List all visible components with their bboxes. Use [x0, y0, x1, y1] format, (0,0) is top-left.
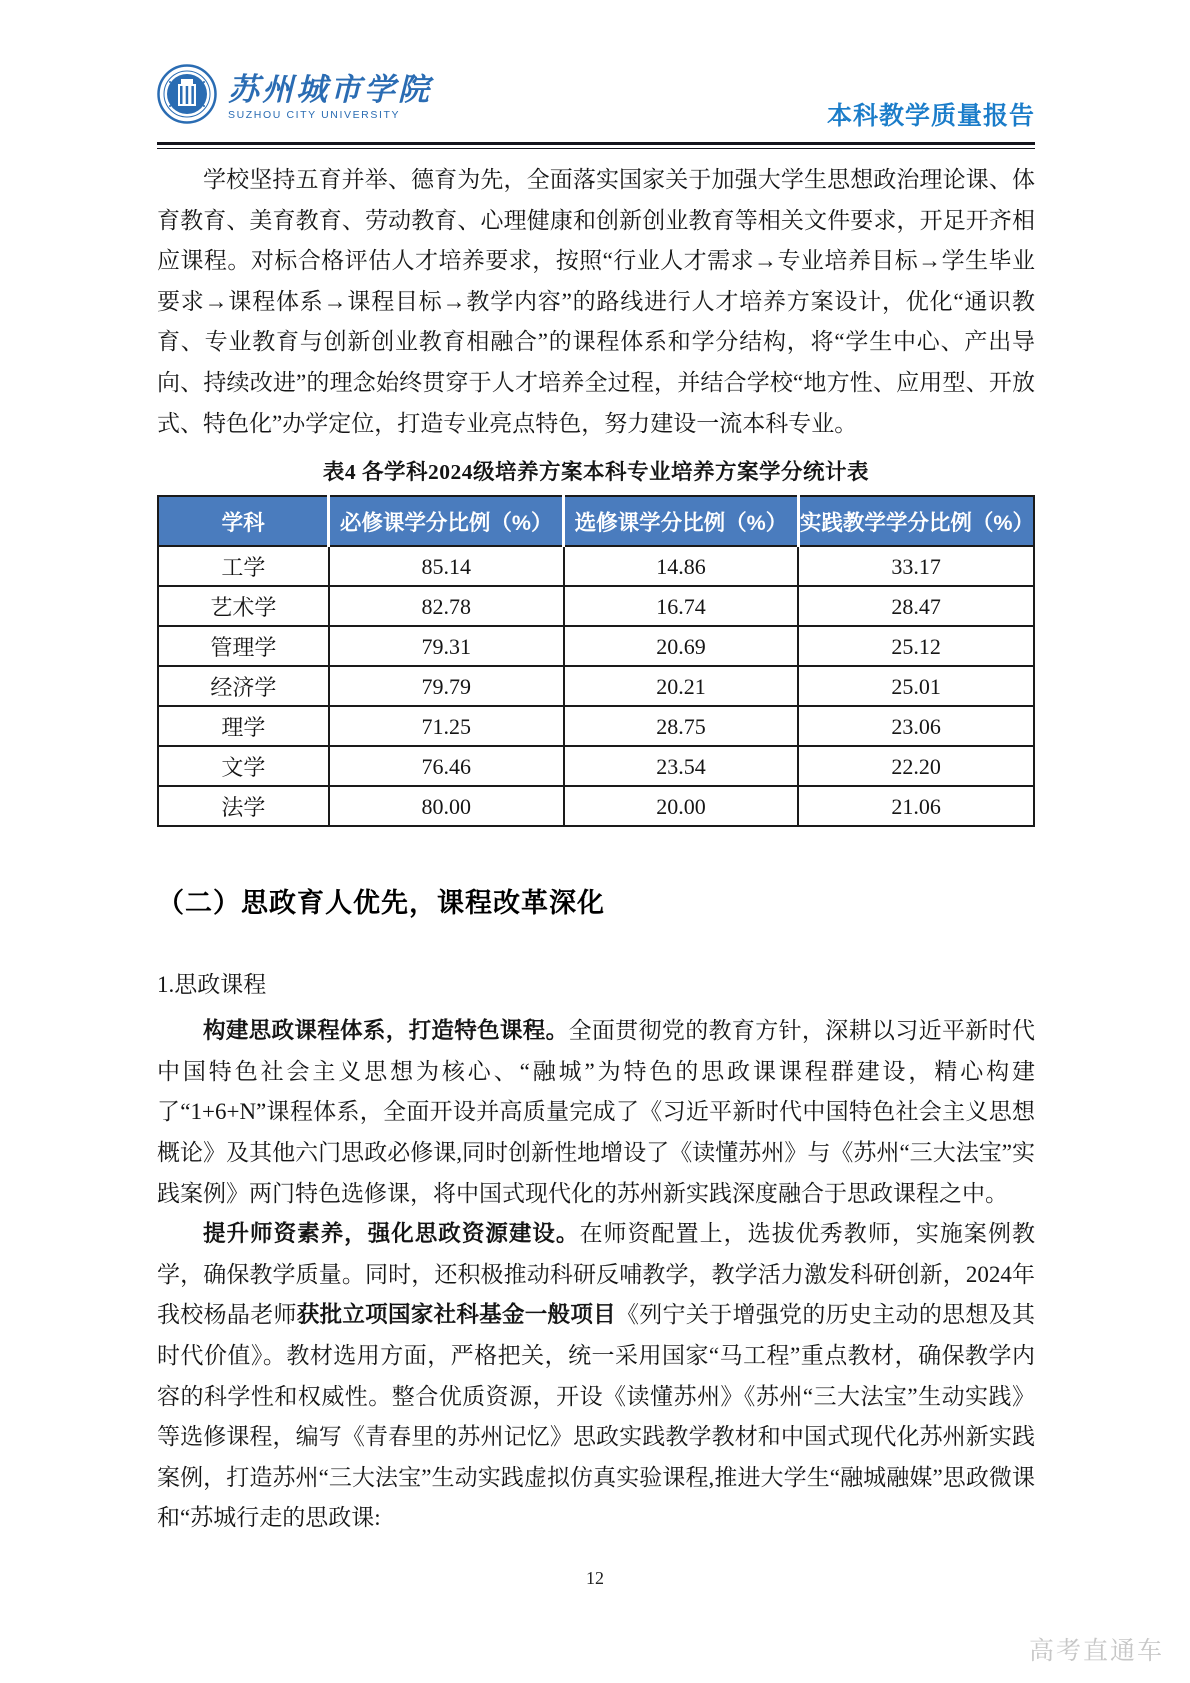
col-header-subject: 学科: [158, 496, 329, 546]
cell-value: 76.46: [329, 746, 564, 786]
cell-subject: 文学: [158, 746, 329, 786]
table-row: [158, 586, 1034, 626]
cell-value: 25.01: [798, 666, 1034, 706]
subsection-heading: 1.思政课程: [157, 972, 267, 998]
cell-subject: 工学: [158, 546, 329, 586]
university-emblem-icon: [157, 64, 217, 129]
cell-subject: 艺术学: [158, 586, 329, 626]
col-header-practice: 实践教学学分比例（%）: [798, 496, 1034, 546]
table-caption: 表4 各学科2024级培养方案本科专业培养方案学分统计表: [322, 460, 870, 485]
paragraph-text: 在师资配置上，选拔优秀教师，实施案例教学，确保教学质量。同时，还积极推动科研反哺教学，教学活力激发科研创新，2024年我校杨晶老师: [157, 1221, 1035, 1328]
cell-value: 71.25: [329, 706, 564, 746]
cell-value: 23.06: [798, 706, 1034, 746]
cell-value: 25.12: [798, 626, 1034, 666]
paragraph-lead: 提升师资素养，强化思政资源建设。: [203, 1221, 580, 1247]
section-heading: （二）思政育人优先，课程改革深化: [157, 888, 605, 919]
table-row: [158, 706, 1034, 746]
university-logo: [157, 64, 432, 129]
cell-subject: 理学: [158, 706, 329, 746]
cell-value: 20.69: [564, 626, 799, 666]
header-divider: [157, 142, 1035, 149]
cell-value: 20.21: [564, 666, 799, 706]
paragraph-text: 《列宁关于增强党的历史主动的思想及其时代价值》。教材选用方面，严格把关，统一采用国家“马工程”重点教材，确保教学内容的科学性和权威性。整合优质资源，开设《读懂苏州》《苏州“三大法宝”生动实践》等选修课程，编写《青春里的苏州记忆》思政实践教学教材和中国式现代化苏州新实践案例，打造苏州“三大法宝”生动实践虚拟仿真实验课程,推进大学生“融城融媒”思政微课和“苏城行走的思政课:: [157, 1302, 1035, 1531]
paragraph-lead: 构建思政课程体系，打造特色课程。: [203, 1018, 569, 1044]
report-title: 本科教学质量报告: [826, 102, 1035, 130]
cell-value: 23.54: [564, 746, 799, 786]
cell-value: 82.78: [329, 586, 564, 626]
university-name: [228, 73, 432, 121]
cell-subject: 管理学: [158, 626, 329, 666]
cell-value: 16.74: [564, 586, 799, 626]
table-row: [158, 626, 1034, 666]
credits-table: [157, 495, 1035, 827]
cell-value: 21.06: [798, 786, 1034, 826]
page-header: [157, 64, 1035, 134]
cell-value: 79.31: [329, 626, 564, 666]
paragraph-ideology-courses: [157, 1011, 1035, 1214]
cell-subject: 法学: [158, 786, 329, 826]
col-header-elective: 选修课学分比例（%）: [564, 496, 799, 546]
cell-value: 33.17: [798, 546, 1034, 586]
university-name-cn: 苏州城市学院: [228, 71, 432, 108]
cell-value: 14.86: [564, 546, 799, 586]
watermark-text: 高考直通车: [1028, 1637, 1164, 1665]
cell-value: 79.79: [329, 666, 564, 706]
paragraph-curriculum-overview: 学校坚持五育并举、德育为先，全面落实国家关于加强大学生思想政治理论课、体育教育、美育教育、劳动教育、心理健康和创新创业教育等相关文件要求，开足开齐相应课程。对标合格评估人才培养要求，按照“行业人才需求→专业培养目标→学生毕业要求→课程体系→课程目标→教学内容”的路线进行人才培养方案设计，优化“通识教育、专业教育与创新创业教育相融合”的课程体系和学分结构，将“学生中心、产出导向、持续改进”的理念始终贯穿于人才培养全过程，并结合学校“地方性、应用型、开放式、特色化”办学定位，打造专业亮点特色，努力建设一流本科专业。: [157, 167, 1035, 436]
table-row: [158, 746, 1034, 786]
table-row: [158, 666, 1034, 706]
table-header-row: [158, 496, 1034, 546]
cell-subject: 经济学: [158, 666, 329, 706]
cell-value: 80.00: [329, 786, 564, 826]
cell-value: 22.20: [798, 746, 1034, 786]
paragraph-bold-phrase: 获批立项国家社科基金一般项目: [296, 1302, 616, 1328]
col-header-required: 必修课学分比例（%）: [329, 496, 564, 546]
cell-value: 28.47: [798, 586, 1034, 626]
paragraph-text: 全面贯彻党的教育方针，深耕以习近平新时代中国特色社会主义思想为核心、“融城”为特色的思政课课程群建设，精心构建了“1+6+N”课程体系，全面开设并高质量完成了《习近平新时代中国特色社会主义思想概论》及其他六门思政必修课,同时创新性地增设了《读懂苏州》与《苏州“三大法宝”实践案例》两门特色选修课，将中国式现代化的苏州新实践深度融合于思政课程之中。: [157, 1018, 1035, 1206]
cell-value: 20.00: [564, 786, 799, 826]
cell-value: 28.75: [564, 706, 799, 746]
table-row: [158, 786, 1034, 826]
cell-value: 85.14: [329, 546, 564, 586]
page-number: 12: [586, 1568, 604, 1588]
university-name-en: SUZHOU CITY UNIVERSITY: [228, 108, 401, 121]
table-row: [158, 546, 1034, 586]
paragraph-faculty-resources: [157, 1214, 1035, 1539]
